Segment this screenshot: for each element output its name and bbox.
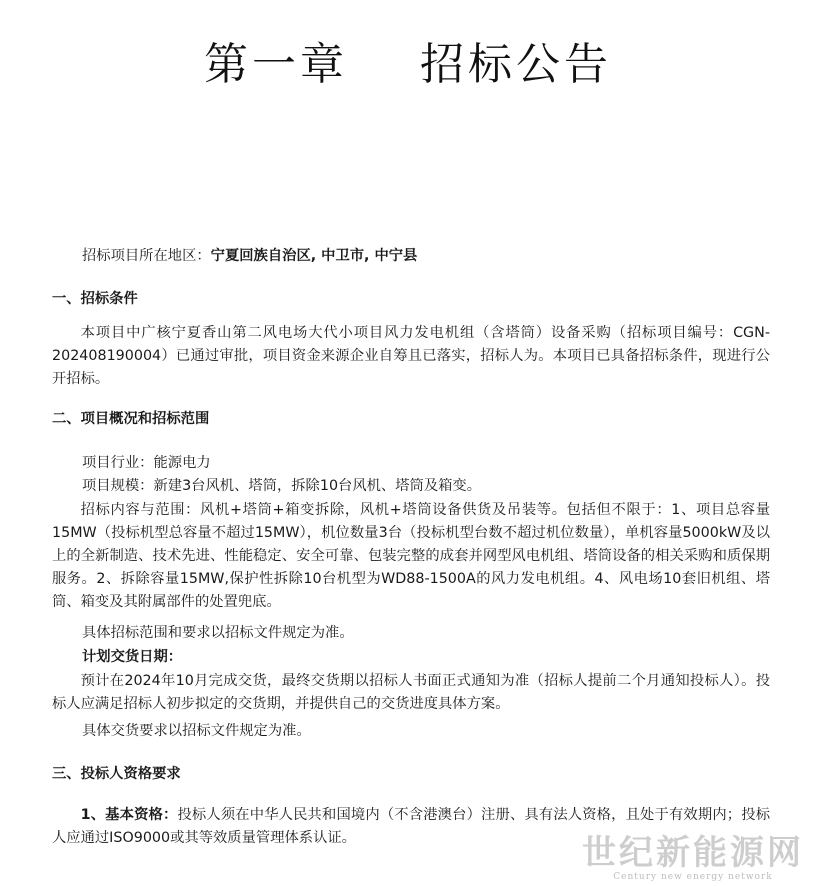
section-3-heading: 三、投标人资格要求 [52,766,181,782]
watermark-text: 世纪新能源网 [582,833,804,873]
project-scale: 项目规模：新建3台风机、塔筒，拆除10台风机、塔筒及箱变。 [82,478,482,494]
qualification-item-1-body: 投标人须在中华人民共和国境内（不含港澳台）注册、具有法人资格，且处于有效期内；投标人应通过ISO9000或其等效质量管理体系认证。 [52,807,771,846]
project-location [82,246,417,266]
qualification-item-1 [52,804,770,850]
section-1-heading: 一、招标条件 [52,291,138,307]
qualification-item-1-label: 1、基本资格： [80,807,178,823]
section-1-body: 本项目中广核宁夏香山第二风电场大代小项目风力发电机组（含塔筒）设备采购（招标项目编号：CGN-202408190004）已通过审批，项目资金来源企业自筹且已落实，招标人为。本项目已具备招标条件，现进行公开招标。 [52,325,770,387]
location-label: 招标项目所在地区： [82,248,211,264]
scope-note: 具体招标范围和要求以招标文件规定为准。 [82,625,354,641]
project-industry: 项目行业：能源电力 [82,455,211,471]
section-2-heading: 二、项目概况和招标范围 [52,411,210,427]
location-value: 宁夏回族自治区, 中卫市, 中宁县 [210,248,418,264]
delivery-note: 具体交货要求以招标文件规定为准。 [82,723,311,739]
project-scope: 招标内容与范围：风机+塔筒+箱变拆除，风机+塔筒设备供货及吊装等。包括但不限于：1、项目总容量15MW（投标机型总容量不超过15MW），机位数量3台（投标机型台数不超过机位数量），单机容量5000kW及以上的全新制造、技术先进、性能稳定、安全可靠、包装完整的成套并网型风电机组、塔筒设备的相关采购和质保期服务。2、拆除容量15MW,保护性拆除10台机型为WD88-1500A的风力发电机组。4、风电场10套旧机组、塔筒、箱变及其附属部件的处置兜底。 [52,502,770,610]
delivery-heading: 计划交货日期： [82,649,183,665]
delivery-body: 预计在2024年10月完成交货，最终交货期以招标人书面正式通知为准（招标人提前二个月通知投标人）。投标人应满足招标人初步拟定的交货期，并提供自己的交货进度具体方案。 [52,673,770,712]
watermark-subtext: Century new energy network [613,872,773,882]
chapter-title: 第一章 招标公告 [204,39,612,90]
